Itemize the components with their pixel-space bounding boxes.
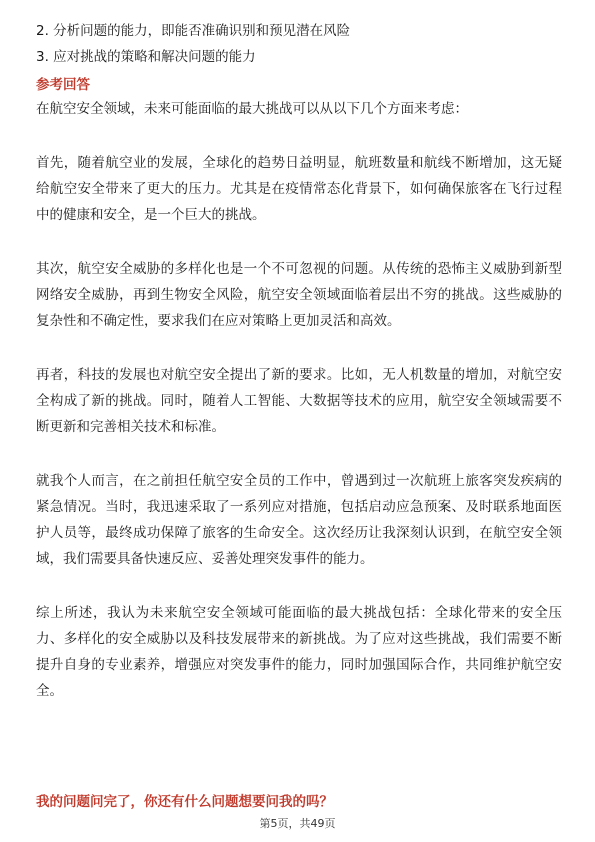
paragraph-summary: 综上所述，我认为未来航空安全领域可能面临的最大挑战包括：全球化带来的安全压力、多样化的安全威胁以及科技发展带来的新挑战。为了应对这些挑战，我们需要不断提升自身的专业素养，增强应对突发事件的能力，同时加强国际合作，共同维护航空安全。 [36,605,562,699]
page-number: 第5页，共49页 [259,817,336,830]
paragraph-intro: 在航空安全领域，未来可能面临的最大挑战可以从以下几个方面来考虑： [36,101,468,117]
closing-question: 我的问题问完了，你还有什么问题想要问我的吗？ [36,794,333,810]
paragraph-second: 其次，航空安全威胁的多样化也是一个不可忽视的问题。从传统的恐怖主义威胁到新型网络安全威胁，再到生物安全风险，航空安全领域面临着层出不穷的挑战。这些威胁的复杂性和不确定性，要求我们在应对策略上更加灵活和高效。 [36,261,562,329]
page-content [36,20,562,704]
paragraph-first: 首先，随着航空业的发展，全球化的趋势日益明显，航班数量和航线不断增加，这无疑给航空安全带来了更大的压力。尤其是在疫情常态化背景下，如何确保旅客在飞行过程中的健康和安全，是一个巨大的挑战。 [36,155,562,223]
paragraph-third: 再者，科技的发展也对航空安全提出了新的要求。比如，无人机数量的增加，对航空安全构成了新的挑战。同时，随着人工智能、大数据等技术的应用，航空安全领域需要不断更新和完善相关技术和标准。 [36,367,562,435]
answer-heading: 参考回答 [36,77,90,93]
list-item-2: 2. 分析问题的能力，即能否准确识别和预见潜在风险 [36,23,351,39]
paragraph-personal: 就我个人而言，在之前担任航空安全员的工作中，曾遇到过一次航班上旅客突发疾病的紧急情况。当时，我迅速采取了一系列应对措施，包括启动应急预案、及时联系地面医护人员等，最终成功保障了旅客的生命安全。这次经历让我深刻认识到，在航空安全领域，我们需要具备快速反应、妥善处理突发事件的能力。 [36,473,562,567]
list-item-3: 3. 应对挑战的策略和解决问题的能力 [36,49,256,65]
